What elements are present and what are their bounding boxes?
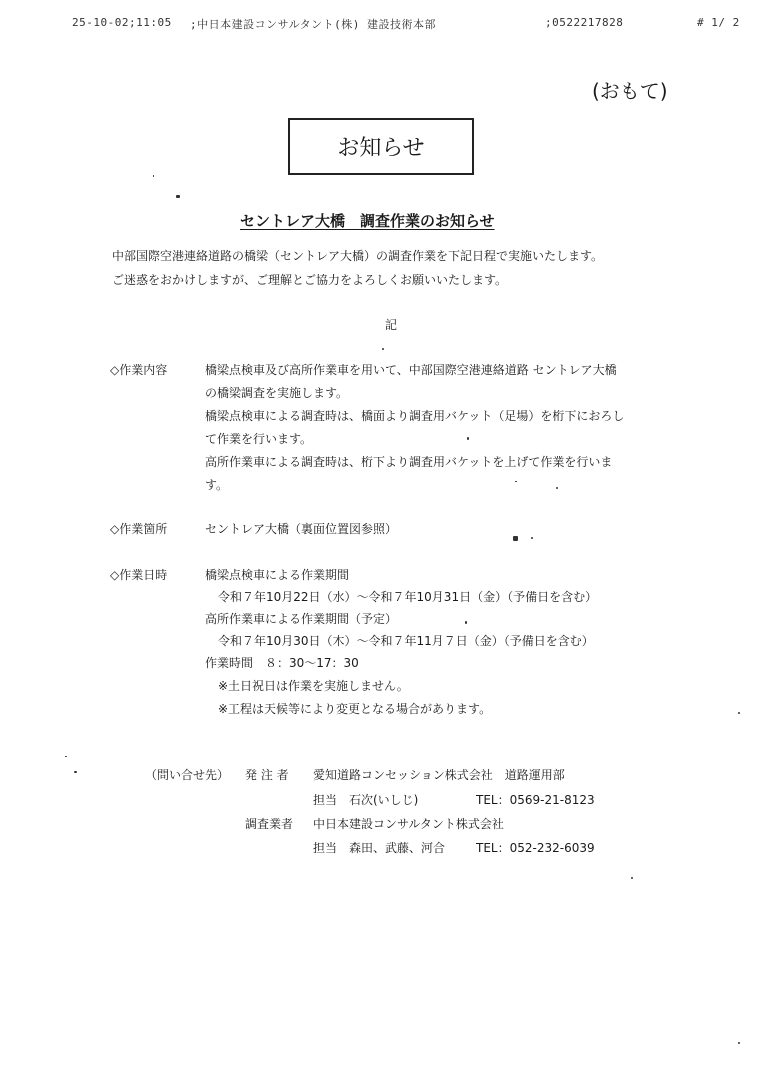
schedule-line: 令和７年10月30日（木）～令和７年11月７日（金）（予備日を含む） [218, 634, 594, 648]
scan-speck [382, 348, 384, 350]
intro-line-1: 中部国際空港連絡道路の橋梁（セントレア大橋）の調査作業を下記日程で実施いたします。 [112, 249, 604, 263]
surveyor-name: 中日本建設コンサルタント株式会社 [313, 817, 504, 831]
content-line: 橋梁点検車及び高所作業車を用いて、中部国際空港連絡道路 セントレア大橋 [205, 363, 617, 377]
orderer-name: 愛知道路コンセッション株式会社 道路運用部 [313, 768, 565, 782]
page-title: お知らせ [337, 136, 425, 161]
intro-line-2: ご迷惑をおかけしますが、ご理解とご協力をよろしくお願いいたします。 [112, 273, 508, 287]
scan-speck [738, 712, 740, 714]
scan-speck [65, 756, 67, 757]
scan-speck [153, 175, 154, 177]
side-label: (おもて) [592, 79, 668, 103]
schedule-line: ※工程は天候等により変更となる場合があります。 [218, 702, 492, 716]
contact-label: （問い合せ先） [145, 768, 230, 782]
fax-number: ;0522217828 [545, 16, 624, 29]
surveyor-person: 担当 森田、武藤、河合 [313, 841, 446, 855]
scan-speck [738, 1042, 740, 1044]
content-line: て作業を行います。 [205, 432, 313, 446]
schedule-line: 橋梁点検車による作業期間 [205, 568, 350, 582]
schedule-line: ※土日祝日は作業を実施しません。 [218, 679, 409, 693]
section-label-content: ◇作業内容 [110, 363, 168, 377]
section-label-schedule: ◇作業日時 [110, 568, 168, 582]
orderer-label: 発 注 者 [245, 768, 289, 782]
content-line: 高所作業車による調査時は、桁下より調査用バケットを上げて作業を行いま [205, 455, 613, 469]
schedule-line: 高所作業車による作業期間（予定） [205, 612, 398, 626]
section-label-location: ◇作業箇所 [110, 522, 168, 536]
scan-speck [631, 877, 633, 879]
scan-speck [556, 487, 558, 489]
notice-heading: セントレア大橋 調査作業のお知らせ [240, 212, 495, 230]
content-line: 橋梁点検車による調査時は、橋面より調査用バケット（足場）を桁下におろし [205, 409, 625, 423]
schedule-line: 令和７年10月22日（水）～令和７年10月31日（金）（予備日を含む） [218, 590, 598, 604]
surveyor-tel: TEL：052-232-6039 [476, 841, 595, 855]
scan-speck [513, 536, 518, 541]
fax-timestamp: 25-10-02;11:05 [72, 16, 172, 29]
content-line: の橋梁調査を実施します。 [205, 386, 349, 400]
fax-page: # 1/ 2 [697, 16, 740, 29]
location-text: セントレア大橋（裏面位置図参照） [205, 522, 398, 536]
scan-speck [176, 195, 180, 198]
scan-speck [531, 537, 533, 539]
orderer-tel: TEL：0569-21-8123 [476, 793, 595, 807]
scan-speck [515, 481, 517, 482]
scan-speck [465, 621, 467, 624]
content-line: す。 [205, 478, 229, 492]
fax-sender: ;中日本建設コンサルタント(株) 建設技術本部 [190, 18, 436, 31]
scan-speck [74, 771, 77, 773]
orderer-person: 担当 石次(いしじ) [313, 793, 419, 807]
ki-mark: 記 [385, 318, 398, 332]
surveyor-label: 調査業者 [245, 817, 294, 831]
scan-speck [467, 437, 469, 440]
schedule-line: 作業時間 ８：30～17：30 [205, 656, 359, 670]
title-box [288, 118, 474, 175]
